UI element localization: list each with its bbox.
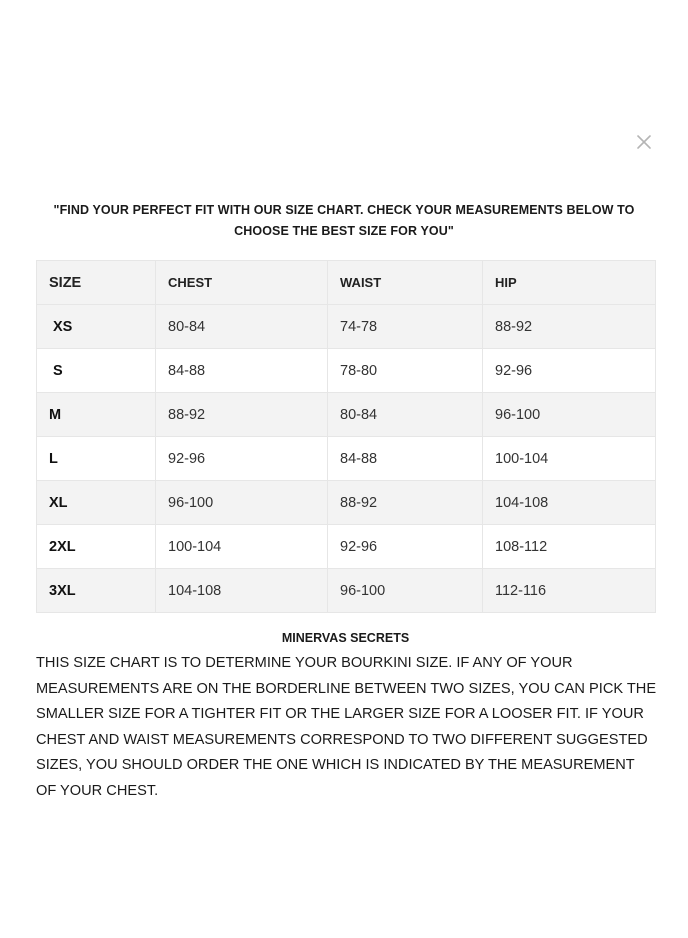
table-row (37, 569, 656, 613)
header-chest: CHEST (156, 261, 328, 305)
chest-cell: 80-84 (156, 305, 328, 349)
close-button[interactable] (632, 130, 656, 154)
waist-cell: 88-92 (328, 481, 483, 525)
header-waist: WAIST (328, 261, 483, 305)
hip-cell: 100-104 (483, 437, 656, 481)
hip-cell: 96-100 (483, 393, 656, 437)
size-cell: XL (37, 481, 156, 525)
hip-cell: 108-112 (483, 525, 656, 569)
table-row (37, 437, 656, 481)
size-cell: 3XL (37, 569, 156, 613)
size-cell: L (37, 437, 156, 481)
hip-cell: 104-108 (483, 481, 656, 525)
size-chart-headline: "FIND YOUR PERFECT FIT WITH OUR SIZE CHART. CHECK YOUR MEASUREMENTS BELOW TO CHOOSE THE BEST SIZE FOR YOU" (53, 203, 635, 238)
table-row (37, 481, 656, 525)
table-row (37, 525, 656, 569)
header-hip: HIP (483, 261, 656, 305)
table-row (37, 393, 656, 437)
waist-cell: 80-84 (328, 393, 483, 437)
chest-cell: 96-100 (156, 481, 328, 525)
size-cell: XS (37, 305, 156, 349)
waist-cell: 96-100 (328, 569, 483, 613)
waist-cell: 74-78 (328, 305, 483, 349)
close-icon (632, 130, 656, 154)
size-guide-note: THIS SIZE CHART IS TO DETERMINE YOUR BOURKINI SIZE. IF ANY OF YOUR MEASUREMENTS ARE ON THE BORDERLINE BETWEEN TWO SIZES, YOU CAN PICK THE SMALLER SIZE FOR A TIGHTER FIT OR THE LARGER SIZE FOR A LOOSER FIT. IF YOUR CHEST AND WAIST MEASUREMENTS CORRESPOND TO TWO DIFFERENT SUGGESTED SIZES, YOU SHOULD ORDER THE ONE WHICH IS INDICATED BY THE MEASUREMENT OF YOUR CHEST. (36, 655, 657, 799)
waist-cell: 92-96 (328, 525, 483, 569)
chest-cell: 100-104 (156, 525, 328, 569)
size-cell: S (37, 349, 156, 393)
chest-cell: 92-96 (156, 437, 328, 481)
table-header-row (37, 261, 656, 305)
hip-cell: 88-92 (483, 305, 656, 349)
hip-cell: 92-96 (483, 349, 656, 393)
table-row (37, 305, 656, 349)
chest-cell: 84-88 (156, 349, 328, 393)
size-cell: 2XL (37, 525, 156, 569)
header-size: SIZE (37, 261, 156, 305)
hip-cell: 112-116 (483, 569, 656, 613)
size-cell: M (37, 393, 156, 437)
chest-cell: 88-92 (156, 393, 328, 437)
chest-cell: 104-108 (156, 569, 328, 613)
table-row (37, 349, 656, 393)
brand-name: MINERVAS SECRETS (281, 631, 410, 645)
waist-cell: 84-88 (328, 437, 483, 481)
size-chart-table (36, 260, 656, 613)
waist-cell: 78-80 (328, 349, 483, 393)
